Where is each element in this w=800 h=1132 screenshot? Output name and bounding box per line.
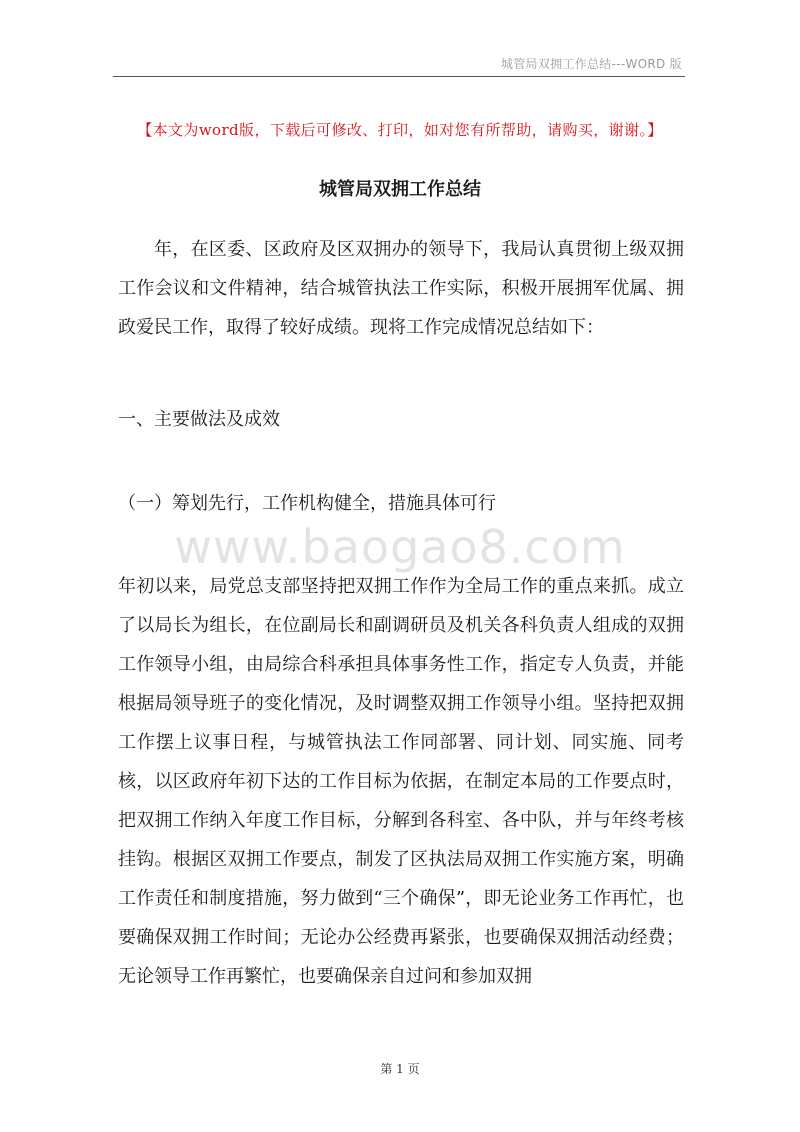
running-header: 城管局双拥工作总结---WORD 版	[500, 57, 682, 71]
watermark: www.baogao8.com	[174, 520, 626, 574]
page-number: 第 1 页	[380, 1062, 420, 1076]
body-paragraph: 年初以来，局党总支部坚持把双拥工作作为全局工作的重点来抓。成立了以局长为组长，在位副局长和副调研员及机关各科负责人组成的双拥工作领导小组，由局综合科承担具体事务性工作，指定专人负责，并能根据局领导班子的变化情况，及时调整双拥工作领导小组。坚持把双拥工作摆上议事日程，与城管执法工作同部署、同计划、同实施、同考核，以区政府年初下达的工作目标为依据，在制定本局的工作要点时，把双拥工作纳入年度工作目标，分解到各科室、各中队，并与年终考核挂钩。根据区双拥工作要点，制发了区执法局双拥工作实施方案，明确工作责任和制度措施，努力做到“三个确保”，即无论业务工作再忙，也要确保双拥工作时间；无论办公经费再紧张，也要确保双拥活动经费；无论领导工作再繁忙，也要确保亲自过问和参加双拥	[118, 576, 684, 987]
section-heading: 一、主要做法及成效	[118, 409, 280, 430]
header-divider	[113, 76, 685, 77]
purchase-notice: 【本文为word版，下载后可修改、打印，如对您有所帮助，请购买，谢谢。】	[137, 121, 663, 139]
subsection-heading: （一）筹划先行，工作机构健全，措施具体可行	[118, 493, 496, 514]
intro-paragraph: 年，在区委、区政府及区双拥办的领导下，我局认真贯彻上级双拥工作会议和文件精神，结合城管执法工作实际，积极开展拥军优属、拥政爱民工作，取得了较好成绩。现将工作完成情况总结如下：	[118, 239, 684, 338]
document-title: 城管局双拥工作总结	[319, 179, 481, 200]
